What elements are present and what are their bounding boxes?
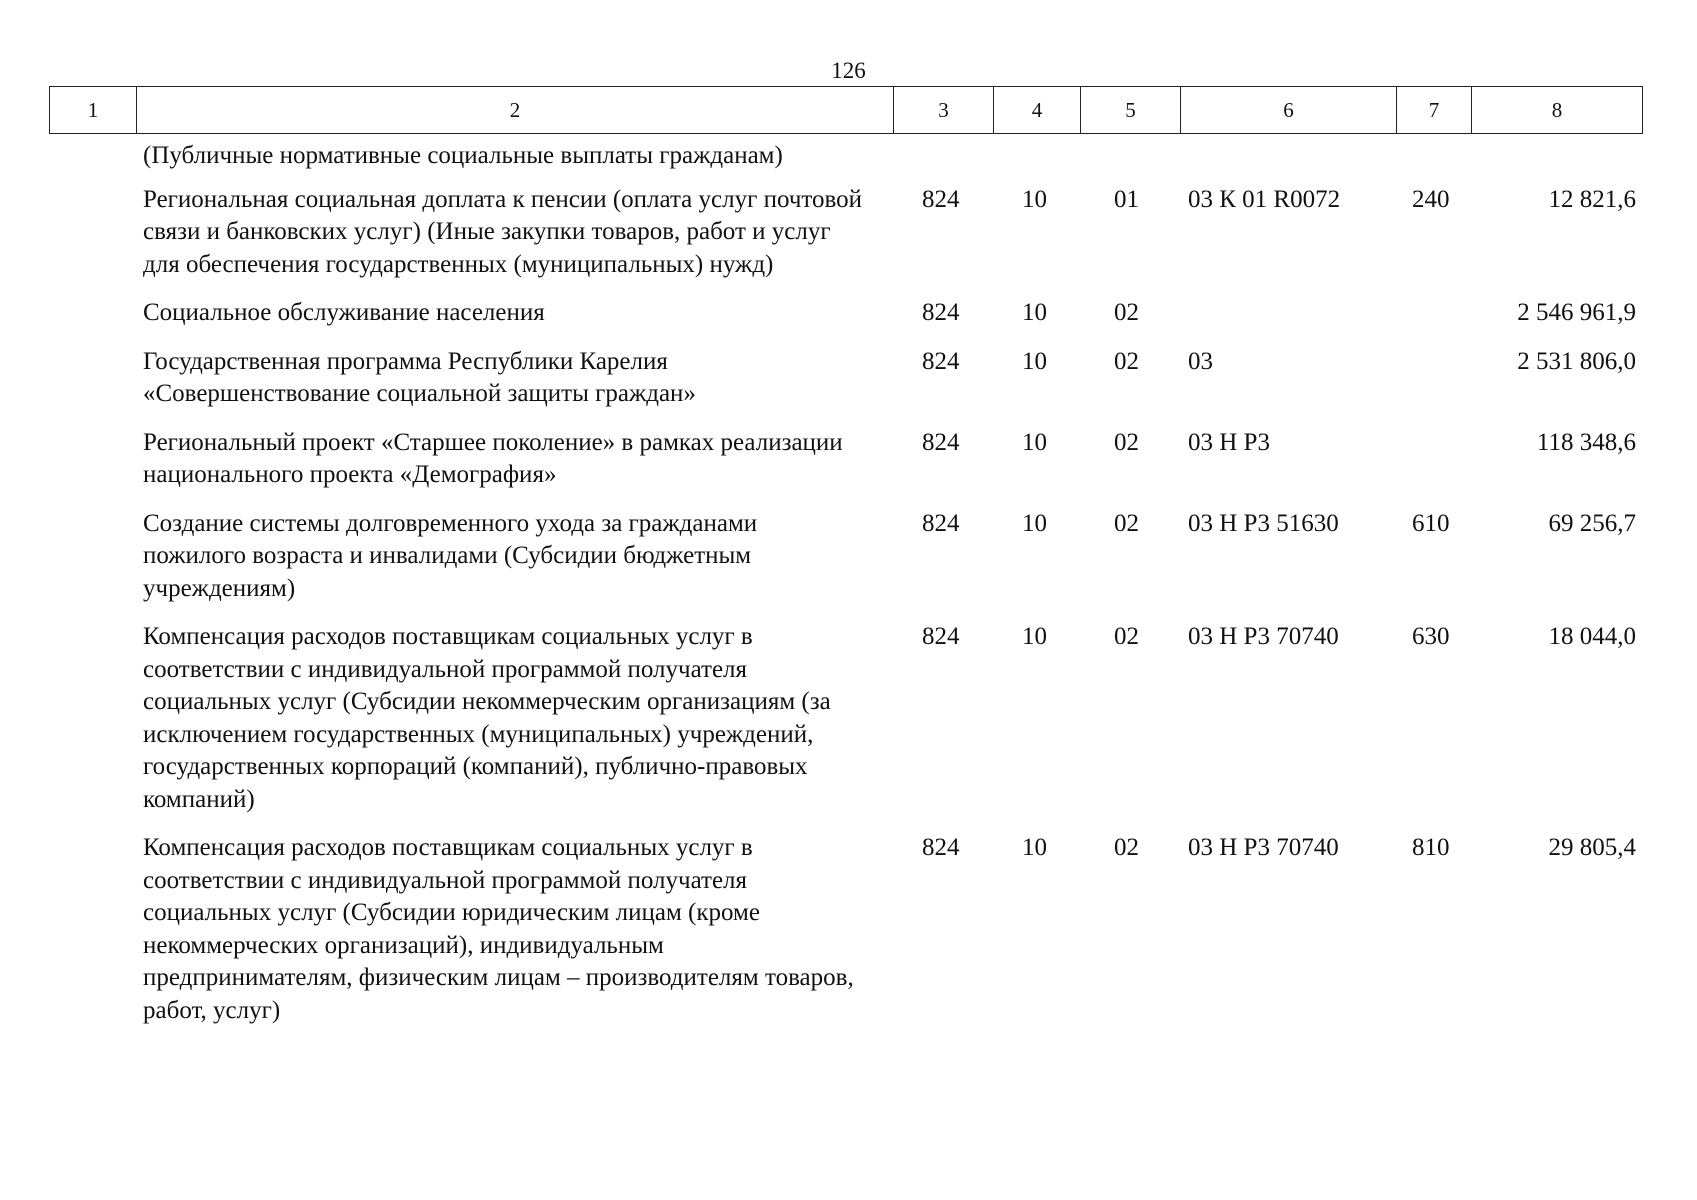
- row-col-5: 02: [1114, 347, 1139, 375]
- table-row: [0, 140, 1697, 173]
- row-col-4: 10: [1022, 347, 1047, 375]
- page-number: 126: [831, 58, 866, 83]
- row-col-4: 10: [1022, 834, 1047, 861]
- row-col-8: 12 821,6: [1548, 185, 1636, 213]
- table-header: [49, 86, 1643, 134]
- header-col-7: 7: [1397, 87, 1472, 133]
- row-col-3: 824: [922, 185, 960, 213]
- row-description: Государственная программа Республики Карелия «Совершенствование социальной защиты граждан»: [143, 347, 696, 407]
- table-row: [0, 184, 1697, 282]
- row-col-5: 02: [1114, 509, 1139, 537]
- row-col-6: 03 Н Р3: [1188, 428, 1270, 456]
- row-col-6: 03 Н Р3 70740: [1188, 623, 1339, 650]
- row-col-3: 824: [922, 347, 960, 375]
- header-col-5: 5: [1081, 87, 1181, 133]
- row-col-7: 810: [1412, 834, 1450, 861]
- header-col-8: 8: [1551, 97, 1563, 122]
- row-col-6: 03 К 01 R0072: [1188, 185, 1341, 213]
- header-col-6: 6: [1181, 87, 1397, 133]
- row-col-8: 2 531 806,0: [1517, 347, 1636, 375]
- row-col-4: 10: [1022, 623, 1047, 650]
- row-col-4: 10: [1022, 428, 1047, 456]
- row-col-8: 29 805,4: [1548, 834, 1636, 861]
- table-row: [0, 297, 1697, 330]
- header-col-1: 1: [50, 87, 137, 133]
- row-description: Региональный проект «Старшее поколение» в рамках реализации национального проекта «Демография»: [143, 428, 843, 488]
- row-col-5: 02: [1114, 428, 1139, 456]
- table-row: [0, 427, 1697, 492]
- row-description: (Публичные нормативные социальные выплаты гражданам): [143, 142, 783, 169]
- row-col-7: 610: [1412, 509, 1450, 537]
- row-col-6: 03 Н Р3 70740: [1188, 834, 1339, 861]
- row-col-8: 2 546 961,9: [1517, 299, 1636, 326]
- row-description: Социальное обслуживание населения: [143, 299, 545, 326]
- table-row: [0, 832, 1697, 1027]
- header-col-3: 3: [894, 87, 994, 133]
- table-body: [0, 140, 1697, 1043]
- row-col-5: 02: [1114, 299, 1139, 326]
- row-col-6: 03 Н Р3 51630: [1188, 509, 1339, 537]
- row-col-5: 01: [1114, 185, 1139, 213]
- row-col-5: 02: [1114, 623, 1139, 650]
- row-description: Компенсация расходов поставщикам социальных услуг в соответствии с индивидуальной программой получателя социальных услуг (Субсидии юридическим лицам (кроме некоммерческих организаций), индивидуальным предпринимателям, физическим лицам – производителям товаров, работ, услуг): [143, 834, 854, 1024]
- row-col-4: 10: [1022, 185, 1047, 213]
- row-col-8: 69 256,7: [1548, 509, 1636, 537]
- row-col-7: 240: [1412, 185, 1450, 213]
- row-col-3: 824: [922, 299, 960, 326]
- table-row: [0, 621, 1697, 816]
- row-col-8: 18 044,0: [1548, 623, 1636, 650]
- row-col-8: 118 348,6: [1536, 428, 1636, 456]
- row-description: Создание системы долговременного ухода за гражданами пожилого возраста и инвалидами (Субсидии бюджетным учреждениям): [143, 509, 758, 602]
- row-col-4: 10: [1022, 509, 1047, 537]
- row-col-3: 824: [922, 623, 960, 650]
- row-col-6: 03: [1188, 347, 1213, 375]
- header-col-4: 4: [994, 87, 1081, 133]
- row-description: Региональная социальная доплата к пенсии (оплата услуг почтовой связи и банковских услуг) (Иные закупки товаров, работ и услуг для обеспечения государственных (муниципальных) нужд): [143, 185, 863, 278]
- row-col-4: 10: [1022, 299, 1047, 326]
- table-row: [0, 346, 1697, 411]
- row-col-7: 630: [1412, 623, 1450, 650]
- header-col-2: 2: [137, 87, 894, 133]
- row-col-3: 824: [922, 834, 960, 861]
- row-col-3: 824: [922, 509, 960, 537]
- row-col-5: 02: [1114, 834, 1139, 861]
- table-row: [0, 508, 1697, 606]
- row-description: Компенсация расходов поставщикам социальных услуг в соответствии с индивидуальной программой получателя социальных услуг (Субсидии некоммерческим организациям (за исключением государственных (муниципальных) учреждений, государственных корпораций (компаний), публично-правовых компаний): [143, 623, 831, 813]
- row-col-3: 824: [922, 428, 960, 456]
